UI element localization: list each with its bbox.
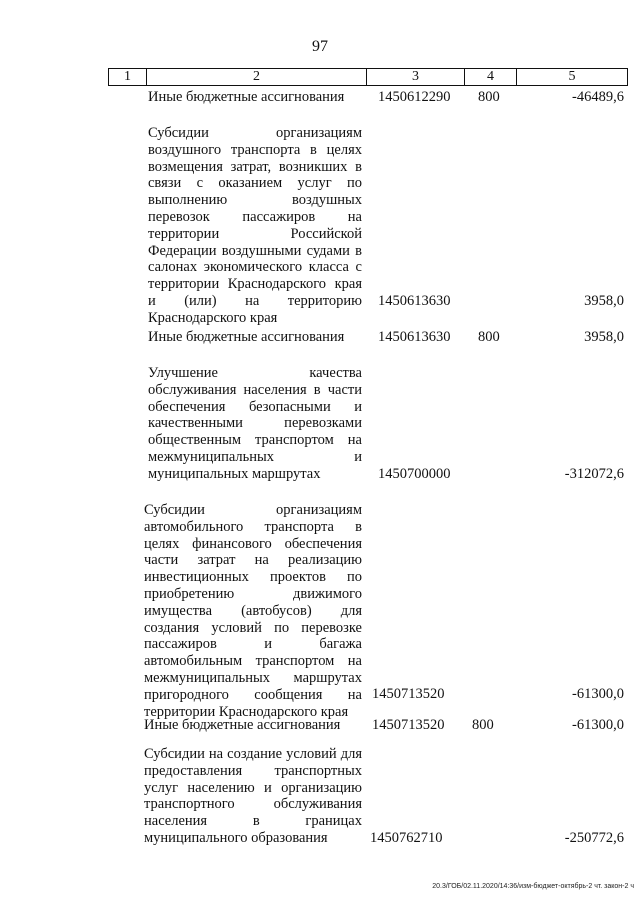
row-amount: 3958,0 — [584, 329, 624, 345]
row-code: 1450700000 — [378, 466, 451, 482]
header-col-1: 1 — [109, 69, 147, 85]
row-description: Иные бюджетные ассигнования — [144, 717, 341, 733]
header-col-5: 5 — [568, 69, 576, 84]
row-code: 1450613630 — [378, 329, 451, 345]
row-description: Улучшение качества обслуживания населения в части обеспечения безопасными и качественными перевозками общественным транспортом на межмуниципальных и муниципальных маршрутах — [148, 365, 362, 482]
row-code: 1450713520 — [372, 686, 445, 702]
row-amount: 3958,0 — [584, 293, 624, 309]
row-code: 1450612290 — [378, 89, 451, 105]
page-number: 97 — [312, 38, 328, 55]
row-description: Субсидии организациям воздушного транспорта в целях возмещения затрат, возникших в связи с оказанием услуг по выполнению воздушных перевозок пассажиров на территории Российской Федерации воздушными судами в салонах экономического класса с территории Краснодарского края и (или) на территорию Краснодарского края — [148, 125, 362, 326]
row-description: Субсидии на создание условий для предоставления транспортных услуг населению и организацию транспортного обслуживания населения в границах муниципального образования — [144, 746, 362, 846]
row-expense-type: 800 — [478, 329, 500, 345]
row-description: Иные бюджетные ассигнования — [148, 89, 345, 105]
row-amount: -61300,0 — [572, 717, 624, 733]
document-stamp: 20.3/ГОБ/02.11.2020/14:36/изм-бюджет-октябрь-2 чт. закон-2 ч — [432, 883, 634, 890]
row-expense-type: 800 — [472, 717, 494, 733]
row-expense-type: 800 — [478, 89, 500, 105]
header-col-4: 4 — [465, 69, 517, 85]
row-code: 1450613630 — [378, 293, 451, 309]
table-header — [108, 68, 628, 86]
row-amount: -250772,6 — [564, 830, 624, 846]
row-description: Иные бюджетные ассигнования — [148, 329, 345, 345]
row-code: 1450713520 — [372, 717, 445, 733]
row-amount: -61300,0 — [572, 686, 624, 702]
row-description: Субсидии организациям автомобильного транспорта в целях финансового обеспечения части затрат на реализацию инвестиционных проектов по приобретению движимого имущества (автобусов) для создания условий по перевозке пассажиров и багажа автомобильным транспортом на межмуниципальных маршрутах пригородного сообщения на территории Краснодарского края — [144, 502, 362, 720]
header-col-2: 2 — [147, 69, 367, 85]
header-col-3: 3 — [367, 69, 465, 85]
row-amount: -46489,6 — [572, 89, 624, 105]
row-amount: -312072,6 — [564, 466, 624, 482]
row-code: 1450762710 — [370, 830, 443, 846]
